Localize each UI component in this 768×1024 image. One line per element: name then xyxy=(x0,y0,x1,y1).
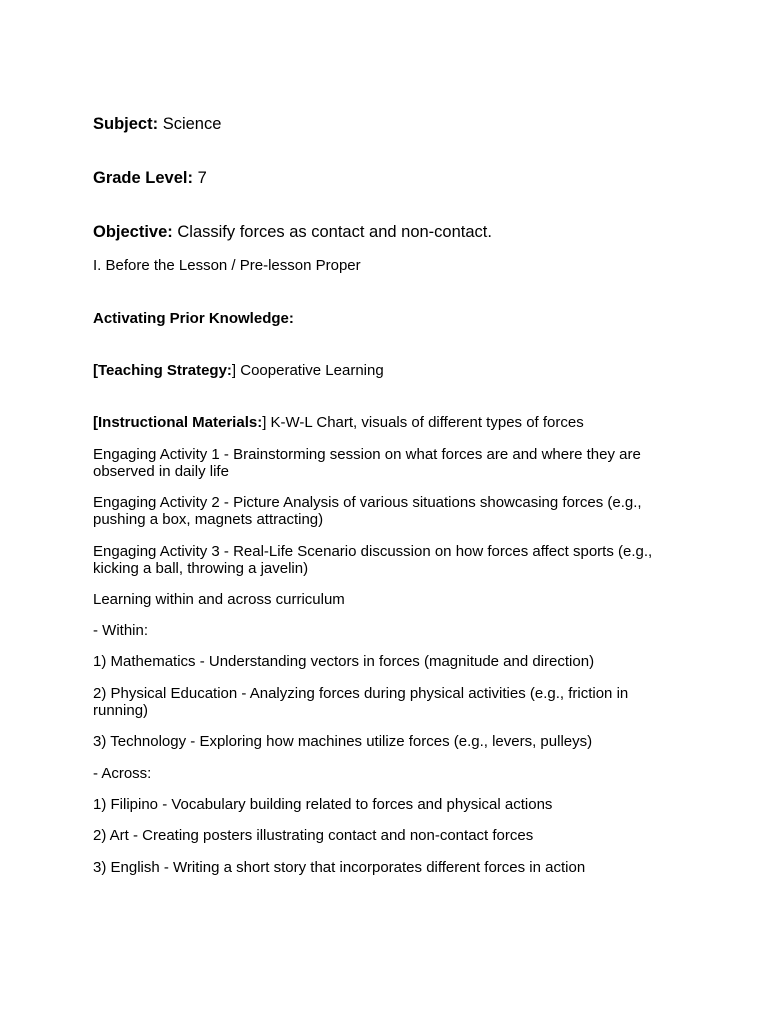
objective-line xyxy=(93,223,683,242)
within-label: - Within: xyxy=(93,622,149,639)
instructional-materials-value: ] K-W-L Chart, visuals of different types of forces xyxy=(262,414,584,431)
grade-level-label: Grade Level: xyxy=(93,169,193,187)
subject-value: Science xyxy=(162,115,222,133)
prior-knowledge-label: Activating Prior Knowledge: xyxy=(93,310,294,327)
within-item-3: 3) Technology - Exploring how machines utilize forces (e.g., levers, pulleys) xyxy=(93,733,593,750)
objective-value: Classify forces as contact and non-contact. xyxy=(177,223,492,241)
within-item-2: 2) Physical Education - Analyzing forces during physical activities (e.g., friction in running) xyxy=(93,685,629,719)
instructional-materials-line xyxy=(93,414,683,431)
grade-level-line xyxy=(93,169,683,188)
grade-level-value: 7 xyxy=(197,169,207,187)
section-title: I. Before the Lesson / Pre-lesson Proper xyxy=(93,257,361,274)
prior-knowledge-heading xyxy=(93,310,683,327)
subject-line xyxy=(93,115,683,134)
engaging-activity-3: Engaging Activity 3 - Real-Life Scenario discussion on how forces affect sports (e.g., kicking a ball, throwing a javelin) xyxy=(93,543,653,577)
curriculum-heading: Learning within and across curriculum xyxy=(93,591,345,608)
engaging-activity-1: Engaging Activity 1 - Brainstorming session on what forces are and where they are observed in daily life xyxy=(93,446,641,480)
teaching-strategy-line xyxy=(93,362,683,379)
engaging-activity-2: Engaging Activity 2 - Picture Analysis of various situations showcasing forces (e.g., pushing a box, magnets attracting) xyxy=(93,494,642,528)
subject-label: Subject: xyxy=(93,115,159,133)
within-item-1: 1) Mathematics - Understanding vectors in forces (magnitude and direction) xyxy=(93,653,595,670)
across-label: - Across: xyxy=(93,765,152,782)
objective-label: Objective: xyxy=(93,223,173,241)
across-item-1: 1) Filipino - Vocabulary building related to forces and physical actions xyxy=(93,796,553,813)
across-item-3: 3) English - Writing a short story that incorporates different forces in action xyxy=(93,859,586,876)
instructional-materials-label: [Instructional Materials: xyxy=(93,414,263,431)
teaching-strategy-label: [Teaching Strategy: xyxy=(93,362,232,379)
across-item-2: 2) Art - Creating posters illustrating contact and non-contact forces xyxy=(93,827,534,844)
teaching-strategy-value: ] Cooperative Learning xyxy=(231,362,384,379)
